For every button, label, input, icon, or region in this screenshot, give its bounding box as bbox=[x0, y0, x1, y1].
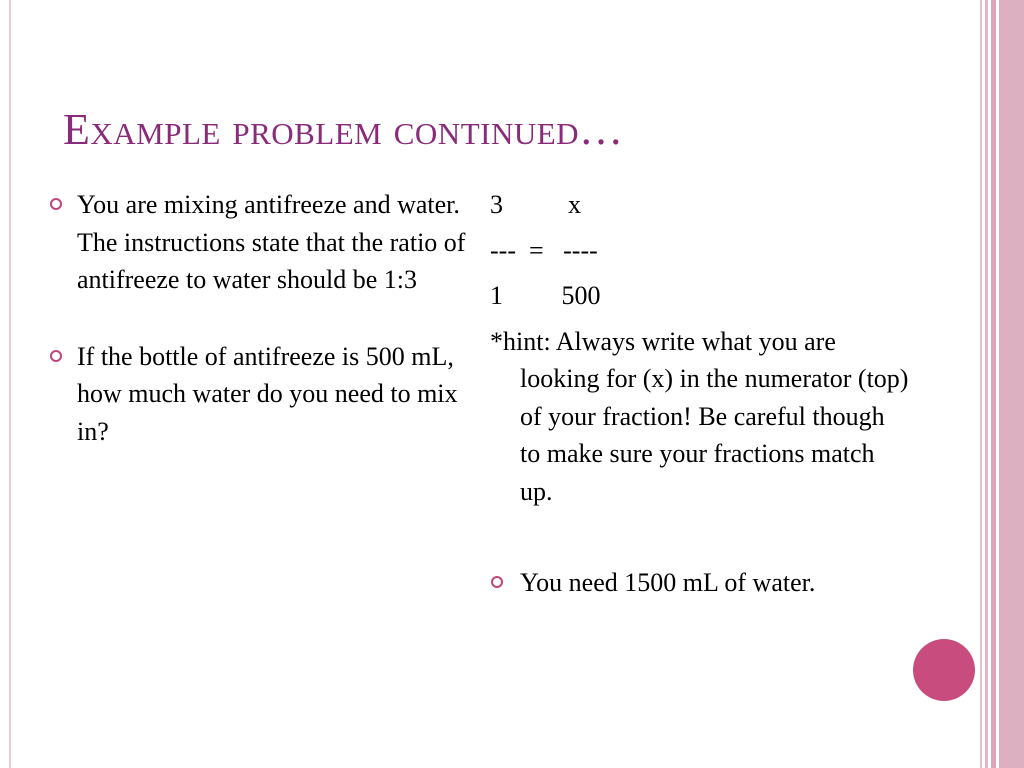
stripe bbox=[991, 0, 996, 768]
right-decorative-stripes bbox=[980, 0, 1024, 768]
equation-fraction-bars: --- = ---- bbox=[490, 235, 598, 265]
stripe bbox=[999, 0, 1024, 768]
right-content-column bbox=[490, 186, 910, 602]
stripe bbox=[980, 0, 982, 768]
left-border-line bbox=[9, 0, 11, 768]
equation-numerators: 3 x bbox=[490, 190, 581, 219]
hint-text: *hint: Always write what you are looking for (x) in the numerator (top) of your fraction! Be careful though to make sure your fractions match up. bbox=[490, 326, 909, 506]
equation-denominators: 1 500 bbox=[490, 281, 601, 310]
bullet-text: If the bottle of antifreeze is 500 mL, how much water do you need to mix in? bbox=[77, 341, 458, 446]
stripe bbox=[985, 0, 988, 768]
answer-bullet bbox=[490, 564, 910, 602]
bullet-circle-icon bbox=[50, 350, 62, 362]
bullet-circle-icon bbox=[50, 198, 62, 210]
decorative-circle bbox=[913, 639, 975, 701]
bullet-text: You are mixing antifreeze and water. The instructions state that the ratio of antifreeze to water should be 1:3 bbox=[77, 190, 466, 294]
answer-text: You need 1500 mL of water. bbox=[520, 568, 816, 597]
bullet-circle-icon bbox=[491, 576, 503, 588]
left-content-column bbox=[50, 186, 470, 450]
bullet-item bbox=[50, 186, 470, 299]
slide-title: Example problem continued… bbox=[63, 105, 624, 154]
bullet-item bbox=[50, 338, 470, 451]
